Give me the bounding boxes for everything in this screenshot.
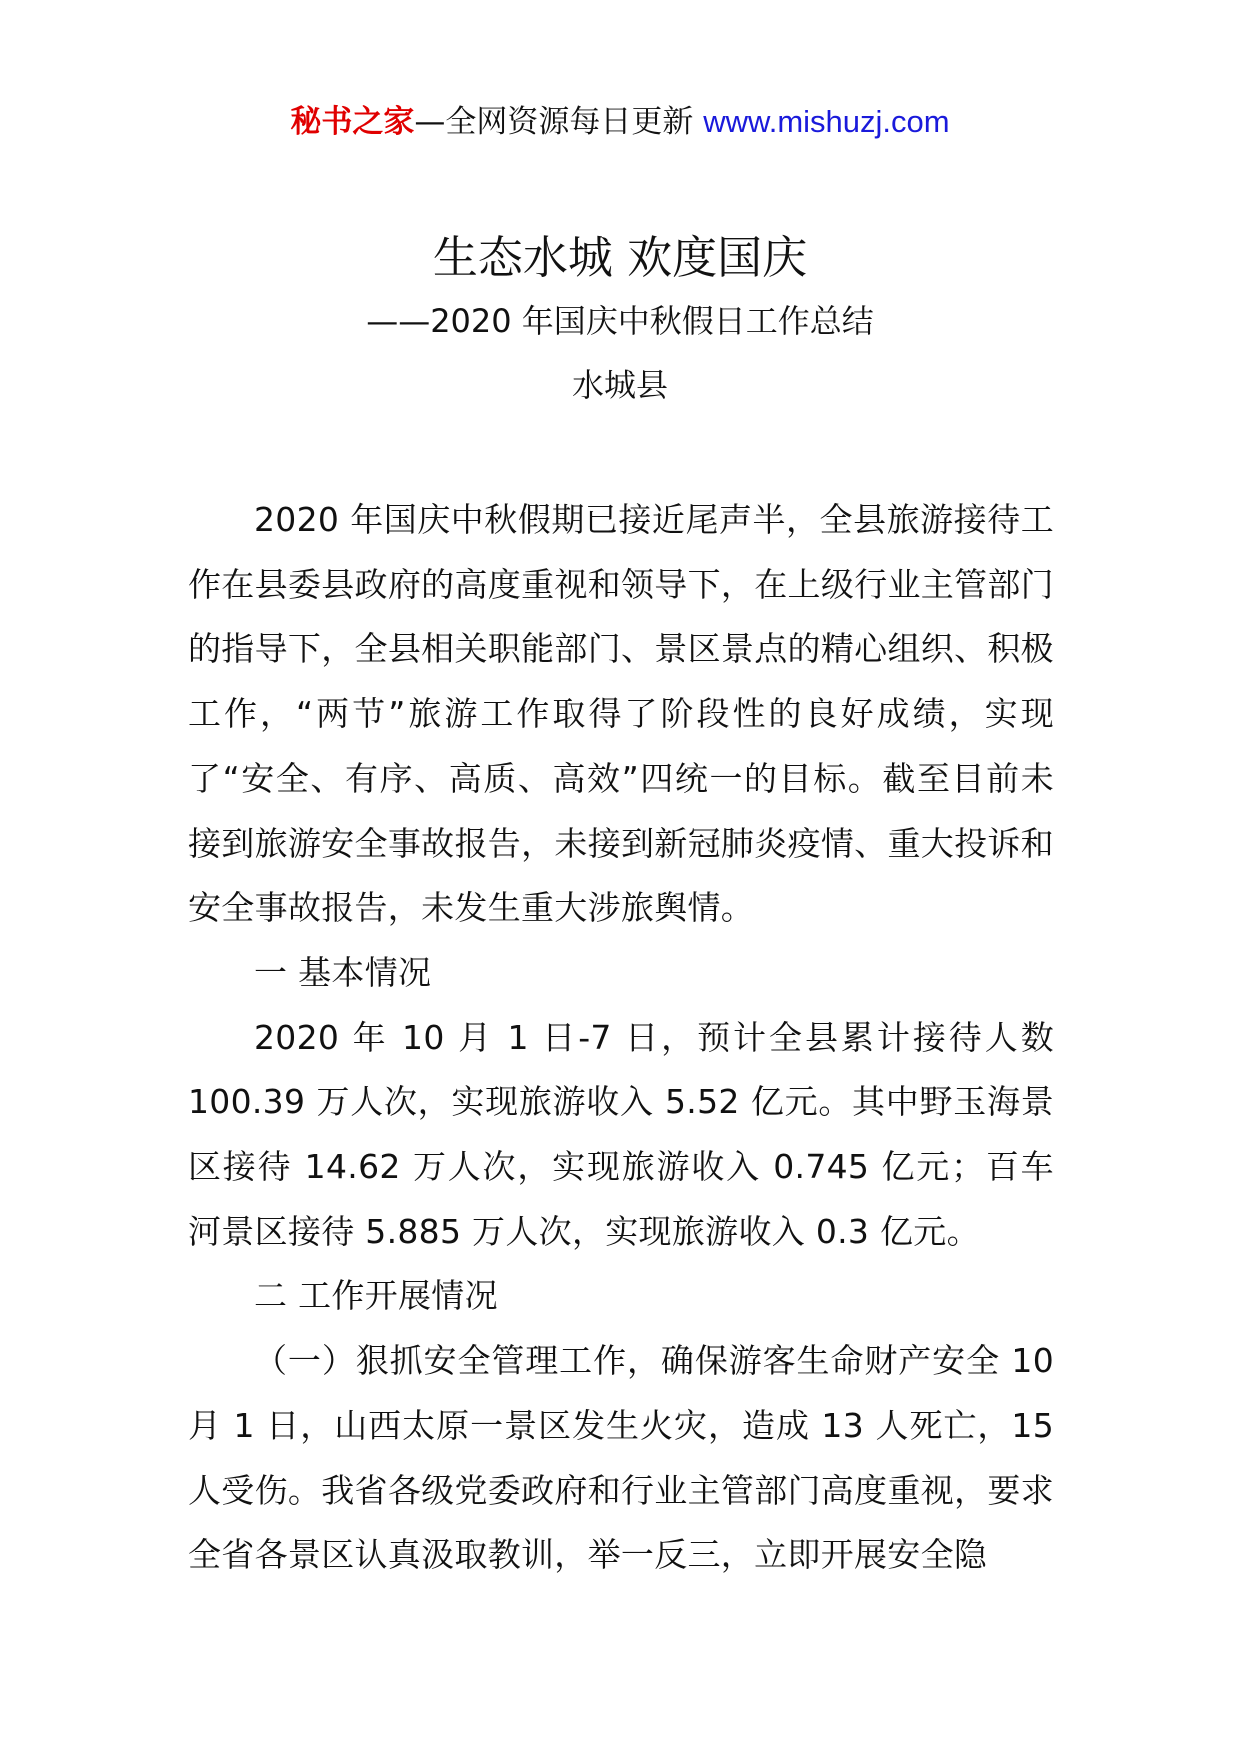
- paragraph-intro: 2020 年国庆中秋假期已接近尾声半，全县旅游接待工作在县委县政府的高度重视和领导下，在上级行业主管部门的指导下，全县相关职能部门、景区景点的精心组织、积极工作，“两节”旅游工作取得了阶段性的良好成绩，实现了“安全、有序、高质、高效”四统一的目标。截至目前未接到旅游安全事故报告，未接到新冠肺炎疫情、重大投诉和安全事故报告，未发生重大涉旅舆情。: [188, 500, 1054, 928]
- paragraph-statistics: 2020 年 10 月 1 日-7 日，预计全县累计接待人数 100.39 万人次，实现旅游收入 5.52 亿元。其中野玉海景区接待 14.62 万人次，实现旅游收入 0.745 亿元；百车河景区接待 5.885 万人次，实现旅游收入 0.3 亿元。: [188, 1017, 1054, 1251]
- document-title: 生态水城 欢度国庆: [432, 231, 808, 284]
- site-header: [0, 100, 1240, 144]
- section-heading-basic: 一 基本情况: [254, 952, 432, 992]
- header-tagline: —全网资源每日更新: [414, 104, 704, 140]
- brand-name: 秘书之家: [290, 104, 415, 140]
- site-url-link[interactable]: www.mishuzj.com: [703, 104, 950, 139]
- document-author: 水城县: [571, 366, 668, 404]
- document-subtitle: ——2020 年国庆中秋假日工作总结: [366, 302, 874, 340]
- paragraph-safety: （一）狠抓安全管理工作，确保游客生命财产安全 10 月 1 日，山西太原一景区发生火灾，造成 13 人死亡，15 人受伤。我省各级党委政府和行业主管部门高度重视，要求全省各景区认真汲取教训，举一反三，立即开展安全隐: [188, 1341, 1054, 1575]
- document-body: [188, 488, 1054, 1588]
- section-heading-work: 二 工作开展情况: [254, 1276, 498, 1316]
